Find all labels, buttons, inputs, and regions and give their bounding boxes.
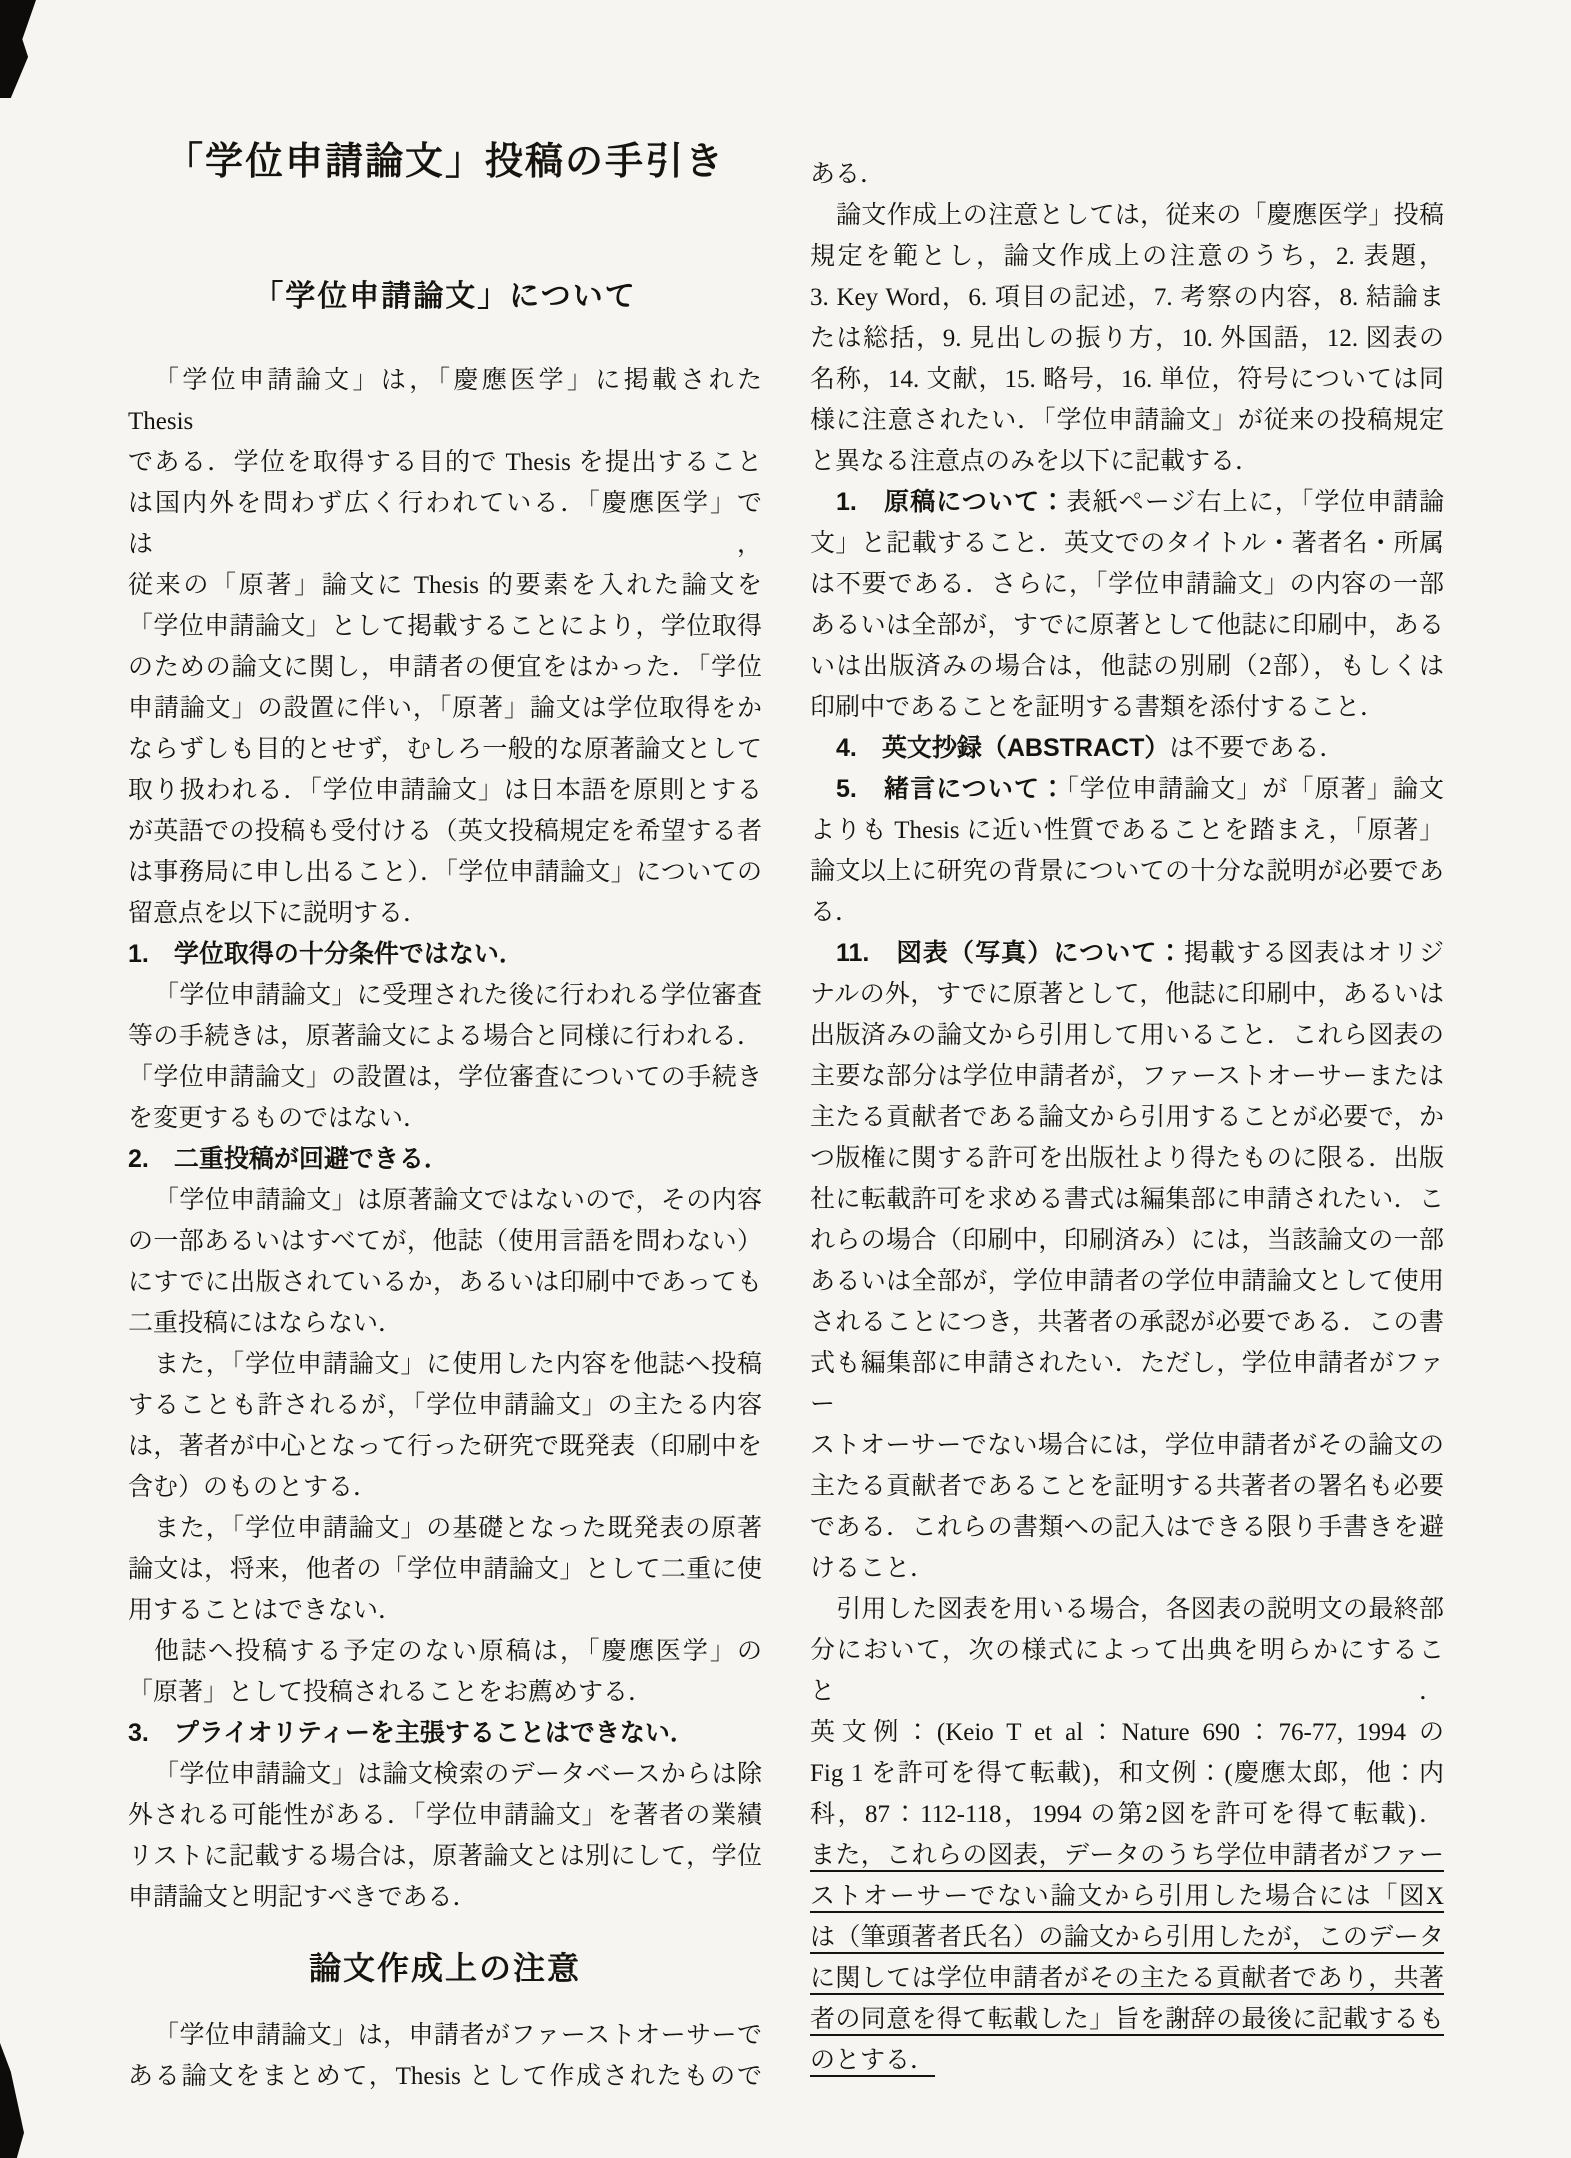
numbered-heading: 2. 二重投稿が回避できる． <box>128 1145 449 1173</box>
text-line: が英語での投稿も受付ける（英文投稿規定を希望する者 <box>128 818 762 845</box>
text-line: 取り扱われる．「学位申請論文」は日本語を原則とする <box>128 777 762 804</box>
text-line <box>810 482 1444 523</box>
text-line: 含む）のものとする． <box>128 1474 379 1501</box>
text-run: 「学位申請論文」が「原著」論文 <box>1066 776 1444 803</box>
text-run: 表紙ページ右上に，「学位申請論 <box>1066 489 1444 516</box>
text-line: 主たる貢献者である論文から引用することが必要で，か <box>810 1104 1444 1131</box>
text-line: のための論文に関し，申請者の便宜をはかった．「学位 <box>128 654 762 681</box>
text-line: のとする． <box>810 2047 936 2074</box>
text-line: は国内外を問わず広く行われている．「慶應医学」では， <box>128 490 762 558</box>
text-line: つ版権に関する許可を出版社より得たものに限る．出版 <box>810 1145 1444 1172</box>
text-line: Fig 1 を許可を得て転載)，和文例：(慶應太郎，他：内 <box>810 1760 1444 1787</box>
item-number-label: 5. 緒言について： <box>836 775 1067 803</box>
text-line: 論文作成上の注意としては，従来の「慶應医学」投稿 <box>836 202 1444 229</box>
text-line: を変更するものではない． <box>128 1105 429 1132</box>
text-line: また，「学位申請論文」に使用した内容を他誌へ投稿 <box>154 1351 762 1378</box>
text-line: 文」と記載すること．英文でのタイトル・著者名・所属 <box>810 530 1444 557</box>
text-line: 用することはできない． <box>128 1597 404 1624</box>
text-line: することも許されるが，「学位申請論文」の主たる内容 <box>128 1392 762 1419</box>
text-line: ある． <box>810 161 886 188</box>
text-line: は（筆頭著者氏名）の論文から引用したが，このデータ <box>810 1924 1444 1951</box>
text-line: 分において，次の様式によって出典を明らかにすること． <box>810 1637 1444 1705</box>
text-line: ある論文をまとめて，Thesis として作成されたもので <box>128 2063 762 2090</box>
text-line: 様に注意されたい．「学位申請論文」が従来の投稿規定 <box>810 407 1444 434</box>
text-line: 印刷中であることを証明する書類を添付すること． <box>810 694 1386 721</box>
text-line: たは総括，9. 見出しの振り方，10. 外国語，12. 図表の <box>810 325 1444 352</box>
text-line: ナルの外，すでに原著として，他誌に印刷中，あるいは <box>810 981 1444 1008</box>
text-line <box>810 728 1444 769</box>
text-line: の一部あるいはすべてが，他誌（使用言語を問わない） <box>128 1228 762 1255</box>
text-line: である．学位を取得する目的で Thesis を提出すること <box>128 449 762 476</box>
text-line: よりも Thesis に近い性質であることを踏まえ，「原著」 <box>810 817 1444 844</box>
text-line: 者の同意を得て転載した」旨を謝辞の最後に記載するも <box>810 2006 1444 2033</box>
text-line: である．これらの書類への記入はできる限り手書きを避 <box>810 1514 1444 1541</box>
numbered-heading: 3. プライオリティーを主張することはできない． <box>128 1719 695 1747</box>
text-line: 「学位申請論文」に受理された後に行われる学位審査 <box>154 982 762 1009</box>
text-line: 規定を範とし，論文作成上の注意のうち，2. 表題， <box>810 243 1444 270</box>
text-line: 「学位申請論文」は，申請者がファーストオーサーで <box>154 2022 762 2049</box>
text-line: 外される可能性がある．「学位申請論文」を著者の業績 <box>128 1802 762 1829</box>
text-line: 「学位申請論文」として掲載することにより，学位取得 <box>128 613 762 640</box>
text-line: に関しては学位申請者がその主たる貢献者であり，共著 <box>810 1965 1444 1992</box>
left-column <box>128 140 762 2097</box>
text-line: 二重投稿にはならない． <box>128 1310 404 1337</box>
text-line: は不要である．さらに，「学位申請論文」の内容の一部 <box>810 571 1444 598</box>
text-line: リストに記載する場合は，原著論文とは別にして，学位 <box>128 1843 762 1870</box>
item-number-label: 11. 図表（写真）について： <box>836 939 1184 967</box>
text-line: 論文以上に研究の背景についての十分な説明が必要であ <box>810 858 1444 885</box>
text-line: ならずしも目的とせず，むしろ一般的な原著論文として <box>128 736 762 763</box>
text-line: また，これらの図表，データのうち学位申請者がファー <box>810 1842 1444 1869</box>
scan-artifact-bottom-left <box>0 2043 24 2158</box>
text-line: 留意点を以下に説明する． <box>128 900 429 927</box>
text-line: 申請論文」の設置に伴い，「原著」論文は学位取得をか <box>128 695 762 722</box>
text-line: れらの場合（印刷中，印刷済み）には，当該論文の一部 <box>810 1227 1444 1254</box>
text-line: また，「学位申請論文」の基礎となった既発表の原著 <box>154 1515 762 1542</box>
item-number-label: 4. 英文抄録（ABSTRACT） <box>836 734 1170 762</box>
text-line: 出版済みの論文から引用して用いること．これら図表の <box>810 1022 1444 1049</box>
text-line <box>810 933 1444 974</box>
text-line: あるいは全部が，すでに原著として他誌に印刷中，ある <box>810 612 1444 639</box>
text-line: けること． <box>810 1555 936 1582</box>
document-section-title: 論文作成上の注意 <box>308 1950 581 1986</box>
text-line: 「学位申請論文」は論文検索のデータベースからは除 <box>154 1761 762 1788</box>
text-line: 申請論文と明記すべきである． <box>128 1884 478 1911</box>
item-number-label: 1. 原稿について： <box>836 488 1067 516</box>
text-run: 掲載する図表はオリジ <box>1183 940 1444 967</box>
text-line: 科，87：112-118，1994 の第2図を許可を得て転載)． <box>810 1801 1444 1828</box>
numbered-heading: 1. 学位取得の十分条件ではない． <box>128 940 524 968</box>
text-line: 英文例：(Keio T et al：Nature 690：76-77, 1994 の <box>810 1719 1444 1746</box>
text-line: は事務局に申し出ること）．「学位申請論文」についての <box>128 859 762 886</box>
text-line: 主要な部分は学位申請者が，ファーストオーサーまたは <box>810 1063 1444 1090</box>
text-line: 式も編集部に申請されたい．ただし，学位申請者がファー <box>810 1350 1444 1418</box>
text-line: 他誌へ投稿する予定のない原稿は，「慶應医学」の <box>154 1638 762 1665</box>
text-line: 引用した図表を用いる場合，各図表の説明文の最終部 <box>836 1596 1444 1623</box>
text-line: ストオーサーでない場合には，学位申請者がその論文の <box>810 1432 1444 1459</box>
text-line: 論文は，将来，他者の「学位申請論文」として二重に使 <box>128 1556 762 1583</box>
text-line: る． <box>810 899 861 926</box>
text-line <box>810 769 1444 810</box>
text-line: いは出版済みの場合は，他誌の別刷（2部），もしくは <box>810 653 1444 680</box>
document-subtitle: 「学位申請論文」について <box>253 280 637 313</box>
text-line: と異なる注意点のみを以下に記載する． <box>810 448 1261 475</box>
text-line: 等の手続きは，原著論文による場合と同様に行われる． <box>128 1023 762 1050</box>
text-line: 従来の「原著」論文に Thesis 的要素を入れた論文を <box>128 572 762 599</box>
text-line: 「原著」として投稿されることをお薦めする． <box>128 1679 654 1706</box>
text-line: 「学位申請論文」は原著論文ではないので，その内容 <box>154 1187 762 1214</box>
text-line: ストオーサーでない論文から引用した場合には「図X <box>810 1883 1444 1910</box>
text-line: 3. Key Word，6. 項目の記述，7. 考察の内容，8. 結論ま <box>810 284 1444 311</box>
text-line: 「学位申請論文」の設置は，学位審査についての手続き <box>128 1064 762 1091</box>
document-title: 「学位申請論文」投稿の手引き <box>164 141 725 183</box>
text-line: 名称，14. 文献，15. 略号，16. 単位，符号については同 <box>810 366 1444 393</box>
scan-artifact-top-left <box>0 0 36 98</box>
text-run: は不要である． <box>1169 735 1345 762</box>
text-line: は，著者が中心となって行った研究で既発表（印刷中を <box>128 1433 762 1460</box>
text-line: にすでに出版されているか，あるいは印刷中であっても <box>128 1269 762 1296</box>
text-line: 「学位申請論文」は，「慶應医学」に掲載された Thesis <box>128 367 762 435</box>
right-column <box>810 154 1444 2081</box>
text-line: あるいは全部が，学位申請者の学位申請論文として使用 <box>810 1268 1444 1295</box>
text-line: 社に転載許可を求める書式は編集部に申請されたい．こ <box>810 1186 1444 1213</box>
text-line: されることにつき，共著者の承認が必要である．この書 <box>810 1309 1444 1336</box>
text-line: 主たる貢献者であることを証明する共著者の署名も必要 <box>810 1473 1444 1500</box>
